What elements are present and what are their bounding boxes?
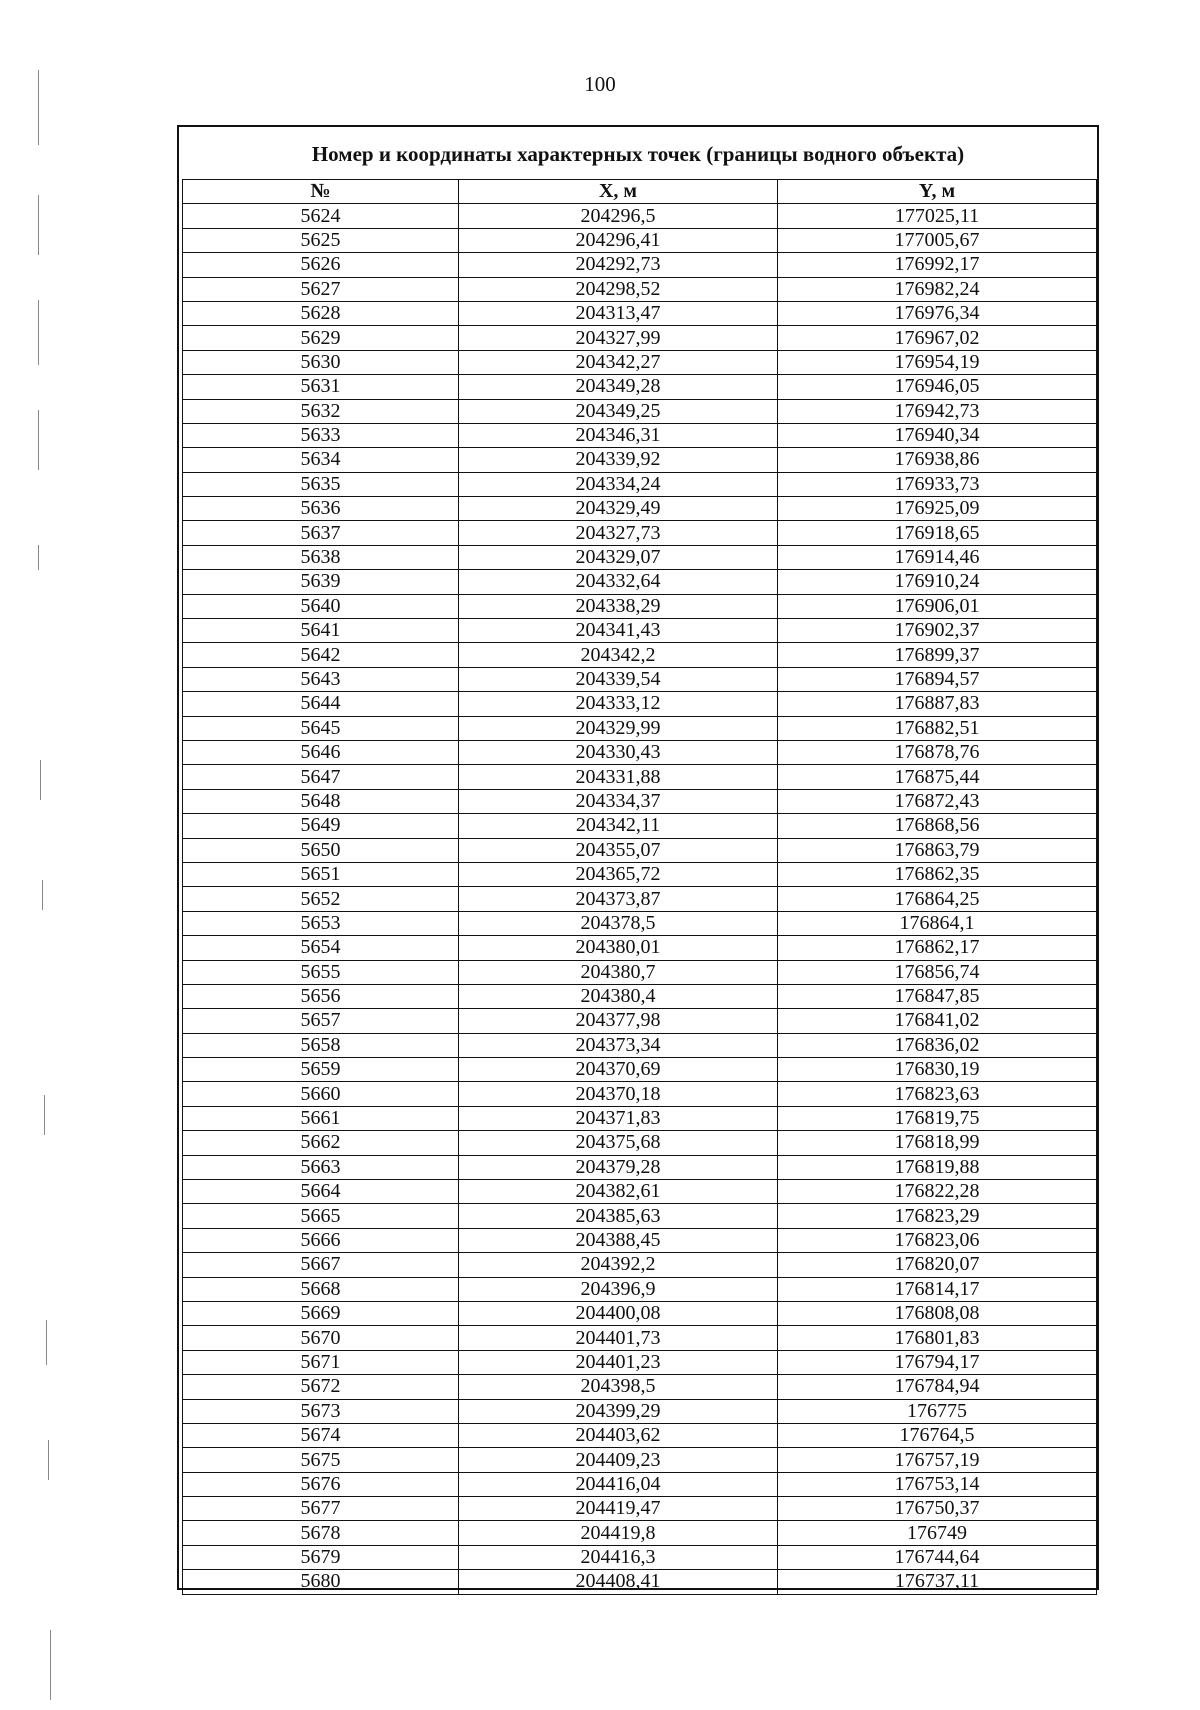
x-coordinate-cell: 204330,43 bbox=[459, 740, 778, 764]
x-coordinate-cell: 204380,4 bbox=[459, 984, 778, 1008]
point-number-cell: 5671 bbox=[183, 1350, 459, 1374]
point-number-cell: 5650 bbox=[183, 838, 459, 862]
point-number-cell: 5648 bbox=[183, 789, 459, 813]
y-coordinate-cell: 176872,43 bbox=[778, 789, 1097, 813]
y-coordinate-cell: 176750,37 bbox=[778, 1497, 1097, 1521]
table-row bbox=[183, 911, 1097, 935]
y-coordinate-cell: 176830,19 bbox=[778, 1058, 1097, 1082]
y-coordinate-cell: 176820,07 bbox=[778, 1253, 1097, 1277]
x-coordinate-cell: 204379,28 bbox=[459, 1155, 778, 1179]
column-header-number: № bbox=[183, 180, 459, 204]
point-number-cell: 5624 bbox=[183, 204, 459, 228]
point-number-cell: 5653 bbox=[183, 911, 459, 935]
point-number-cell: 5637 bbox=[183, 521, 459, 545]
table-row bbox=[183, 838, 1097, 862]
point-number-cell: 5652 bbox=[183, 887, 459, 911]
table-row bbox=[183, 228, 1097, 252]
y-coordinate-cell: 176801,83 bbox=[778, 1326, 1097, 1350]
point-number-cell: 5663 bbox=[183, 1155, 459, 1179]
point-number-cell: 5632 bbox=[183, 399, 459, 423]
y-coordinate-cell: 176878,76 bbox=[778, 740, 1097, 764]
point-number-cell: 5631 bbox=[183, 375, 459, 399]
x-coordinate-cell: 204382,61 bbox=[459, 1180, 778, 1204]
table-row bbox=[183, 326, 1097, 350]
point-number-cell: 5639 bbox=[183, 570, 459, 594]
x-coordinate-cell: 204342,2 bbox=[459, 643, 778, 667]
y-coordinate-cell: 176757,19 bbox=[778, 1448, 1097, 1472]
y-coordinate-cell: 176899,37 bbox=[778, 643, 1097, 667]
table-row bbox=[183, 1448, 1097, 1472]
y-coordinate-cell: 176749 bbox=[778, 1521, 1097, 1545]
y-coordinate-cell: 176775 bbox=[778, 1399, 1097, 1423]
y-coordinate-cell: 176764,5 bbox=[778, 1423, 1097, 1447]
y-coordinate-cell: 176856,74 bbox=[778, 960, 1097, 984]
table-row bbox=[183, 472, 1097, 496]
x-coordinate-cell: 204333,12 bbox=[459, 692, 778, 716]
y-coordinate-cell: 177005,67 bbox=[778, 228, 1097, 252]
point-number-cell: 5669 bbox=[183, 1301, 459, 1325]
table-row bbox=[183, 594, 1097, 618]
scan-artifact-line bbox=[38, 300, 39, 365]
x-coordinate-cell: 204329,49 bbox=[459, 497, 778, 521]
scan-artifact-line bbox=[50, 1630, 51, 1700]
x-coordinate-cell: 204416,3 bbox=[459, 1545, 778, 1569]
table-row bbox=[183, 1033, 1097, 1057]
x-coordinate-cell: 204401,73 bbox=[459, 1326, 778, 1350]
table-row bbox=[183, 1497, 1097, 1521]
x-coordinate-cell: 204296,5 bbox=[459, 204, 778, 228]
table-row bbox=[183, 253, 1097, 277]
point-number-cell: 5673 bbox=[183, 1399, 459, 1423]
x-coordinate-cell: 204399,29 bbox=[459, 1399, 778, 1423]
table-header-row bbox=[183, 180, 1097, 204]
point-number-cell: 5678 bbox=[183, 1521, 459, 1545]
x-coordinate-cell: 204401,23 bbox=[459, 1350, 778, 1374]
y-coordinate-cell: 176887,83 bbox=[778, 692, 1097, 716]
y-coordinate-cell: 176818,99 bbox=[778, 1131, 1097, 1155]
y-coordinate-cell: 176737,11 bbox=[778, 1570, 1097, 1594]
point-number-cell: 5645 bbox=[183, 716, 459, 740]
x-coordinate-cell: 204342,11 bbox=[459, 814, 778, 838]
x-coordinate-cell: 204342,27 bbox=[459, 350, 778, 374]
table-row bbox=[183, 1545, 1097, 1569]
y-coordinate-cell: 176976,34 bbox=[778, 301, 1097, 325]
point-number-cell: 5641 bbox=[183, 619, 459, 643]
y-coordinate-cell: 177025,11 bbox=[778, 204, 1097, 228]
table-row bbox=[183, 765, 1097, 789]
point-number-cell: 5626 bbox=[183, 253, 459, 277]
y-coordinate-cell: 176753,14 bbox=[778, 1472, 1097, 1496]
x-coordinate-cell: 204313,47 bbox=[459, 301, 778, 325]
x-coordinate-cell: 204346,31 bbox=[459, 423, 778, 447]
point-number-cell: 5633 bbox=[183, 423, 459, 447]
x-coordinate-cell: 204416,04 bbox=[459, 1472, 778, 1496]
point-number-cell: 5655 bbox=[183, 960, 459, 984]
table-row bbox=[183, 1375, 1097, 1399]
table-row bbox=[183, 716, 1097, 740]
table-title: Номер и координаты характерных точек (границы водного объекта) bbox=[311, 142, 965, 166]
x-coordinate-cell: 204378,5 bbox=[459, 911, 778, 935]
table-row bbox=[183, 1570, 1097, 1594]
y-coordinate-cell: 176823,06 bbox=[778, 1228, 1097, 1252]
x-coordinate-cell: 204298,52 bbox=[459, 277, 778, 301]
y-coordinate-cell: 176992,17 bbox=[778, 253, 1097, 277]
coordinates-table-frame bbox=[177, 125, 1099, 1593]
y-coordinate-cell: 176982,24 bbox=[778, 277, 1097, 301]
y-coordinate-cell: 176808,08 bbox=[778, 1301, 1097, 1325]
y-coordinate-cell: 176942,73 bbox=[778, 399, 1097, 423]
y-coordinate-cell: 176918,65 bbox=[778, 521, 1097, 545]
table-row bbox=[183, 1082, 1097, 1106]
table-row bbox=[183, 375, 1097, 399]
y-coordinate-cell: 176836,02 bbox=[778, 1033, 1097, 1057]
x-coordinate-cell: 204396,9 bbox=[459, 1277, 778, 1301]
x-coordinate-cell: 204398,5 bbox=[459, 1375, 778, 1399]
table-row bbox=[183, 350, 1097, 374]
y-coordinate-cell: 176882,51 bbox=[778, 716, 1097, 740]
point-number-cell: 5628 bbox=[183, 301, 459, 325]
y-coordinate-cell: 176864,1 bbox=[778, 911, 1097, 935]
y-coordinate-cell: 176967,02 bbox=[778, 326, 1097, 350]
table-row bbox=[183, 1326, 1097, 1350]
x-coordinate-cell: 204419,47 bbox=[459, 1497, 778, 1521]
table-row bbox=[183, 814, 1097, 838]
table-row bbox=[183, 789, 1097, 813]
y-coordinate-cell: 176823,29 bbox=[778, 1204, 1097, 1228]
point-number-cell: 5629 bbox=[183, 326, 459, 350]
table-row bbox=[183, 984, 1097, 1008]
table-row bbox=[183, 1204, 1097, 1228]
column-header-x: X, м bbox=[459, 180, 778, 204]
x-coordinate-cell: 204327,73 bbox=[459, 521, 778, 545]
point-number-cell: 5679 bbox=[183, 1545, 459, 1569]
point-number-cell: 5649 bbox=[183, 814, 459, 838]
scan-artifact-line bbox=[38, 410, 39, 470]
y-coordinate-cell: 176841,02 bbox=[778, 1009, 1097, 1033]
x-coordinate-cell: 204388,45 bbox=[459, 1228, 778, 1252]
table-row bbox=[183, 887, 1097, 911]
scan-artifact-line bbox=[40, 760, 41, 800]
y-coordinate-cell: 176864,25 bbox=[778, 887, 1097, 911]
x-coordinate-cell: 204332,64 bbox=[459, 570, 778, 594]
x-coordinate-cell: 204400,08 bbox=[459, 1301, 778, 1325]
point-number-cell: 5659 bbox=[183, 1058, 459, 1082]
table-row bbox=[183, 1058, 1097, 1082]
point-number-cell: 5654 bbox=[183, 936, 459, 960]
y-coordinate-cell: 176938,86 bbox=[778, 448, 1097, 472]
table-row bbox=[183, 1155, 1097, 1179]
table-row bbox=[183, 301, 1097, 325]
point-number-cell: 5664 bbox=[183, 1180, 459, 1204]
y-coordinate-cell: 176744,64 bbox=[778, 1545, 1097, 1569]
y-coordinate-cell: 176814,17 bbox=[778, 1277, 1097, 1301]
x-coordinate-cell: 204375,68 bbox=[459, 1131, 778, 1155]
x-coordinate-cell: 204292,73 bbox=[459, 253, 778, 277]
x-coordinate-cell: 204365,72 bbox=[459, 862, 778, 886]
point-number-cell: 5674 bbox=[183, 1423, 459, 1447]
y-coordinate-cell: 176910,24 bbox=[778, 570, 1097, 594]
y-coordinate-cell: 176784,94 bbox=[778, 1375, 1097, 1399]
table-row bbox=[183, 1009, 1097, 1033]
point-number-cell: 5642 bbox=[183, 643, 459, 667]
point-number-cell: 5675 bbox=[183, 1448, 459, 1472]
table-row bbox=[183, 1131, 1097, 1155]
table-row bbox=[183, 1106, 1097, 1130]
point-number-cell: 5676 bbox=[183, 1472, 459, 1496]
table-row bbox=[183, 1180, 1097, 1204]
scan-artifact-line bbox=[46, 1320, 47, 1365]
point-number-cell: 5660 bbox=[183, 1082, 459, 1106]
point-number-cell: 5634 bbox=[183, 448, 459, 472]
x-coordinate-cell: 204392,2 bbox=[459, 1253, 778, 1277]
y-coordinate-cell: 176906,01 bbox=[778, 594, 1097, 618]
table-row bbox=[183, 570, 1097, 594]
x-coordinate-cell: 204296,41 bbox=[459, 228, 778, 252]
point-number-cell: 5638 bbox=[183, 545, 459, 569]
x-coordinate-cell: 204385,63 bbox=[459, 1204, 778, 1228]
x-coordinate-cell: 204409,23 bbox=[459, 1448, 778, 1472]
point-number-cell: 5670 bbox=[183, 1326, 459, 1350]
table-row bbox=[183, 936, 1097, 960]
point-number-cell: 5625 bbox=[183, 228, 459, 252]
x-coordinate-cell: 204377,98 bbox=[459, 1009, 778, 1033]
table-row bbox=[183, 497, 1097, 521]
y-coordinate-cell: 176954,19 bbox=[778, 350, 1097, 374]
point-number-cell: 5677 bbox=[183, 1497, 459, 1521]
point-number-cell: 5665 bbox=[183, 1204, 459, 1228]
x-coordinate-cell: 204380,01 bbox=[459, 936, 778, 960]
table-row bbox=[183, 740, 1097, 764]
table-row bbox=[183, 667, 1097, 691]
table-body bbox=[183, 204, 1097, 1594]
x-coordinate-cell: 204338,29 bbox=[459, 594, 778, 618]
y-coordinate-cell: 176875,44 bbox=[778, 765, 1097, 789]
point-number-cell: 5668 bbox=[183, 1277, 459, 1301]
y-coordinate-cell: 176940,34 bbox=[778, 423, 1097, 447]
table-row bbox=[183, 960, 1097, 984]
point-number-cell: 5666 bbox=[183, 1228, 459, 1252]
x-coordinate-cell: 204371,83 bbox=[459, 1106, 778, 1130]
y-coordinate-cell: 176946,05 bbox=[778, 375, 1097, 399]
y-coordinate-cell: 176862,17 bbox=[778, 936, 1097, 960]
point-number-cell: 5658 bbox=[183, 1033, 459, 1057]
x-coordinate-cell: 204339,54 bbox=[459, 667, 778, 691]
table-row bbox=[183, 545, 1097, 569]
scan-artifact-line bbox=[44, 1095, 45, 1135]
x-coordinate-cell: 204349,25 bbox=[459, 399, 778, 423]
table-row bbox=[183, 862, 1097, 886]
x-coordinate-cell: 204341,43 bbox=[459, 619, 778, 643]
point-number-cell: 5646 bbox=[183, 740, 459, 764]
table-row bbox=[183, 1301, 1097, 1325]
y-coordinate-cell: 176894,57 bbox=[778, 667, 1097, 691]
table-row bbox=[183, 204, 1097, 228]
y-coordinate-cell: 176933,73 bbox=[778, 472, 1097, 496]
x-coordinate-cell: 204373,87 bbox=[459, 887, 778, 911]
coordinates-table bbox=[182, 179, 1097, 1595]
point-number-cell: 5647 bbox=[183, 765, 459, 789]
x-coordinate-cell: 204370,69 bbox=[459, 1058, 778, 1082]
point-number-cell: 5627 bbox=[183, 277, 459, 301]
scan-artifact-line bbox=[42, 880, 43, 910]
y-coordinate-cell: 176925,09 bbox=[778, 497, 1097, 521]
y-coordinate-cell: 176794,17 bbox=[778, 1350, 1097, 1374]
point-number-cell: 5635 bbox=[183, 472, 459, 496]
table-row bbox=[183, 619, 1097, 643]
point-number-cell: 5640 bbox=[183, 594, 459, 618]
point-number-cell: 5667 bbox=[183, 1253, 459, 1277]
table-row bbox=[183, 399, 1097, 423]
x-coordinate-cell: 204329,07 bbox=[459, 545, 778, 569]
x-coordinate-cell: 204349,28 bbox=[459, 375, 778, 399]
point-number-cell: 5630 bbox=[183, 350, 459, 374]
x-coordinate-cell: 204334,37 bbox=[459, 789, 778, 813]
table-row bbox=[183, 1253, 1097, 1277]
point-number-cell: 5657 bbox=[183, 1009, 459, 1033]
x-coordinate-cell: 204331,88 bbox=[459, 765, 778, 789]
x-coordinate-cell: 204334,24 bbox=[459, 472, 778, 496]
y-coordinate-cell: 176819,75 bbox=[778, 1106, 1097, 1130]
point-number-cell: 5680 bbox=[183, 1570, 459, 1594]
scan-artifact-line bbox=[48, 1440, 49, 1480]
point-number-cell: 5656 bbox=[183, 984, 459, 1008]
point-number-cell: 5636 bbox=[183, 497, 459, 521]
y-coordinate-cell: 176823,63 bbox=[778, 1082, 1097, 1106]
scan-artifact-line bbox=[38, 195, 39, 255]
table-row bbox=[183, 1423, 1097, 1447]
table-row bbox=[183, 1350, 1097, 1374]
table-row bbox=[183, 1228, 1097, 1252]
table-row bbox=[183, 521, 1097, 545]
x-coordinate-cell: 204327,99 bbox=[459, 326, 778, 350]
y-coordinate-cell: 176819,88 bbox=[778, 1155, 1097, 1179]
y-coordinate-cell: 176914,46 bbox=[778, 545, 1097, 569]
table-row bbox=[183, 277, 1097, 301]
table-row bbox=[183, 448, 1097, 472]
point-number-cell: 5662 bbox=[183, 1131, 459, 1155]
y-coordinate-cell: 176847,85 bbox=[778, 984, 1097, 1008]
y-coordinate-cell: 176822,28 bbox=[778, 1180, 1097, 1204]
table-row bbox=[183, 1277, 1097, 1301]
point-number-cell: 5661 bbox=[183, 1106, 459, 1130]
x-coordinate-cell: 204329,99 bbox=[459, 716, 778, 740]
column-header-y: Y, м bbox=[778, 180, 1097, 204]
x-coordinate-cell: 204419,8 bbox=[459, 1521, 778, 1545]
x-coordinate-cell: 204355,07 bbox=[459, 838, 778, 862]
y-coordinate-cell: 176863,79 bbox=[778, 838, 1097, 862]
table-row bbox=[183, 692, 1097, 716]
table-row bbox=[183, 1472, 1097, 1496]
x-coordinate-cell: 204370,18 bbox=[459, 1082, 778, 1106]
scan-artifact-line bbox=[38, 545, 39, 570]
table-row bbox=[183, 423, 1097, 447]
table-row bbox=[183, 643, 1097, 667]
x-coordinate-cell: 204403,62 bbox=[459, 1423, 778, 1447]
point-number-cell: 5651 bbox=[183, 862, 459, 886]
x-coordinate-cell: 204339,92 bbox=[459, 448, 778, 472]
x-coordinate-cell: 204408,41 bbox=[459, 1570, 778, 1594]
page-number: 100 bbox=[584, 72, 616, 96]
x-coordinate-cell: 204380,7 bbox=[459, 960, 778, 984]
x-coordinate-cell: 204373,34 bbox=[459, 1033, 778, 1057]
table-row bbox=[183, 1399, 1097, 1423]
y-coordinate-cell: 176868,56 bbox=[778, 814, 1097, 838]
point-number-cell: 5644 bbox=[183, 692, 459, 716]
table-row bbox=[183, 1521, 1097, 1545]
y-coordinate-cell: 176902,37 bbox=[778, 619, 1097, 643]
point-number-cell: 5643 bbox=[183, 667, 459, 691]
y-coordinate-cell: 176862,35 bbox=[778, 862, 1097, 886]
point-number-cell: 5672 bbox=[183, 1375, 459, 1399]
